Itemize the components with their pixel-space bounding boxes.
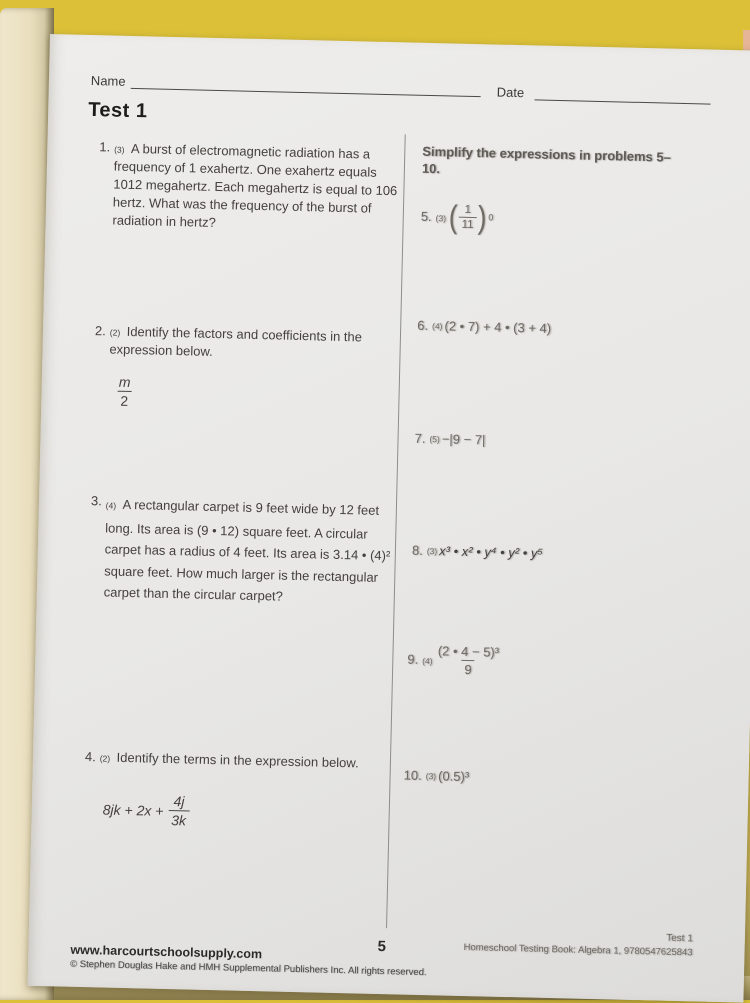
lesson-reference: (2) [99,753,111,764]
expression: x³ • x² • y⁴ • y² • y⁵ [438,543,544,561]
lesson-reference: (4) [422,655,433,667]
problem-number: 7. [414,430,426,446]
problem-number: 8. [411,542,423,558]
problem-number: 10. [403,767,422,783]
problem-4 [85,749,397,774]
lesson-reference: (3) [426,546,438,557]
problem-2-expression [115,374,133,409]
lesson-reference: (3) [425,771,437,782]
open-paren: ( [448,198,459,235]
fraction: $\frac{1}{11}$ [458,203,477,230]
lesson-reference: (3) [114,144,125,155]
problem-text: A rectangular carpet is 9 feet wide by 12 feet long. Its area is (9 • 12) square feet. A circular carpet has a radius of 4 feet. Its area is 3.14 • (4)² square feet. How much larger is the rectangular carpet than the circular carpet? [103,496,391,604]
lesson-reference: (5) [429,434,440,445]
problem-number: 1. [99,139,111,155]
lesson-reference: (2) [109,327,121,338]
problem-10 [403,768,469,785]
fraction: $\frac{m}{2}$ [118,373,131,409]
lesson-reference: (3) [435,212,447,223]
problem-number: 4. [84,749,97,765]
problem-text: A burst of electromagnetic radiation has a frequency of 1 exahertz. One exahertz equals 1012 megahertz. Each megahertz is equal to 106 hertz. What was the frequency of the burst of radiation in hertz? [112,140,398,230]
test-page [28,34,750,1003]
fraction: $\frac{4j}{3k}$ [168,793,190,828]
fraction: $\frac{\text{(2 • 4 − 5)³}}{9}$ [437,643,500,678]
lesson-reference: (4) [431,321,443,332]
problem-3 [89,493,403,610]
expression: (0.5)³ [437,768,470,785]
problem-number: 5. [420,208,432,224]
lesson-reference: (4) [105,500,117,511]
problem-number: 2. [94,323,107,339]
page-title: Test 1 [87,98,148,123]
problem-1 [97,139,405,236]
section-instruction: Simplify the expressions in problems 5–10. [421,143,671,176]
copyright-notice: © Stephen Douglas Hake and HMH Supplemental Publishers Inc. All rights reserved. [69,958,427,979]
problem-text: Identify the terms in the expression below. [116,749,359,771]
problem-8 [412,543,543,561]
problem-2 [94,323,401,365]
problem-number: 9. [407,651,419,667]
page-number: 5 [377,937,387,956]
date-blank-line [535,99,711,104]
problem-5 [420,198,494,236]
problem-text: Identify the factors and coefficients in the expression below. [109,323,363,359]
name-blank-line [131,88,481,97]
footer-test-label: Test 1 [666,932,693,945]
publisher-website: www.harcourtschoolsupply.com [70,942,263,962]
problem-number: 6. [417,317,429,333]
date-label: Date [496,84,525,101]
problem-6 [417,318,551,336]
close-paren: ) [477,199,487,236]
exponent: 0 [488,212,494,223]
problem-4-expression: 8jk + 2x + $\frac{4j}{3k}$ [102,791,189,828]
problem-7 [414,431,485,448]
expression: −|9 − 7| [441,431,486,448]
expression: (2 • 7) + 4 • (3 + 4) [444,318,552,336]
footer-book-info: Homeschool Testing Book: Algebra 1, 9780547625843 [463,941,693,959]
problem-number: 3. [90,493,103,509]
problem-9 [407,643,502,678]
name-label: Name [90,72,126,89]
